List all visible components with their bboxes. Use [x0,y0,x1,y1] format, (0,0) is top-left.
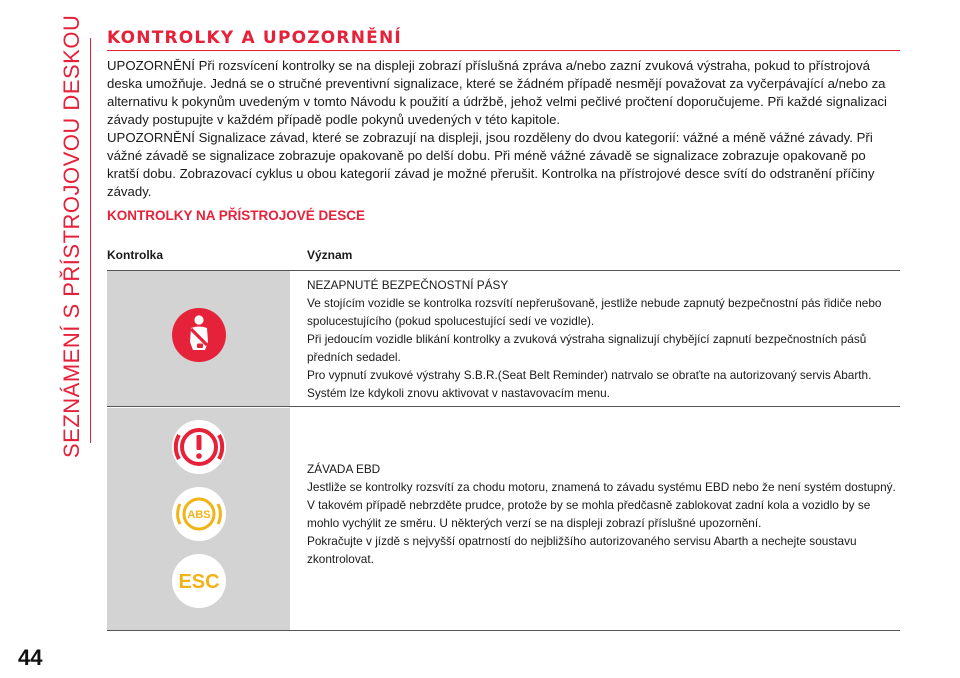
abs-icon [170,485,228,543]
description-line: Při jedoucím vozidle blikání kontrolky a zvuková výstraha signalizují chybějící zapnutí bezpečnostních pásů předních sedadel. [307,332,867,364]
section-heading: KONTROLKY NA PŘÍSTROJOVÉ DESCE [107,208,366,223]
description-line: Ve stojícím vozidle se kontrolka rozsvítí nepřerušovaně, jestliže nebude zapnutý bezpečnostní pás řidiče nebo spolucestujícího (pokud spolucestující sedí ve vozidle). [307,296,882,328]
description-cell [307,460,900,568]
esc-icon [170,552,228,610]
intro-text [107,57,900,201]
row-divider [107,630,900,631]
page-number: 44 [18,645,43,670]
warning-title: NEZAPNUTÉ BEZPEČNOSTNÍ PÁSY [307,278,509,292]
abs-icon-label: ABS [187,509,211,521]
table-header [107,244,900,270]
description-line: Jestliže se kontrolky rozsvítí za chodu motoru, znamená to závadu systému EBD nebo že není systém dostupný. V takovém případě nebrzděte prudce, protože by se mohla předčasně zablokovat zadní kola a vozidlo by se mohlo vychýlit ze směru. U některých verzí se na displeji zobrazí příslušné upozornění. [307,480,896,530]
description-cell [307,276,900,402]
table-row [107,408,900,630]
icon-cell [107,408,290,630]
row-divider [107,406,900,407]
column-header-meaning: Význam [307,248,353,262]
column-header-indicator: Kontrolka [107,248,164,262]
seatbelt-icon [170,306,228,364]
brake-warning-icon [170,418,228,476]
esc-icon-label: ESC [178,571,220,593]
description-line: Pokračujte v jízdě s nejvyšší opatrností do nejbližšího autorizovaného servisu Abarth a nechejte soustavu zkontrolovat. [307,534,857,566]
side-divider [90,38,91,443]
title-divider [107,50,900,51]
page-title: KONTROLKY A UPOZORNĚNÍ [107,28,402,48]
intro-paragraph-1: UPOZORNĚNÍ Při rozsvícení kontrolky se na displeji zobrazí příslušná zpráva a/nebo zazní zvuková výstraha, pokud to přístrojová deska umožňuje. Jedná se o stručné preventivní signalizace, které se žádném případě nesmějí považovat za vyčerpávající a/nebo za alternativu k pokynům uvedeným v tomto Návodu k použití a údržbě, jehož velmi pečlivé pročtení doporučujeme. Při každé signalizaci závady postupujte v každém případě podle pokynů uvedených v této kapitole. [107,58,887,127]
intro-paragraph-2: UPOZORNĚNÍ Signalizace závad, které se zobrazují na displeji, jsou rozděleny do dvou kategorií: vážné a méně vážné závady. Při vážné závadě se signalizace zobrazuje opakovaně po delší dobu. Při méně vážné závadě se signalizace zobrazuje opakovaně po kratší dobu. Zobrazovací cyklus u obou kategorií závad je možné přerušit. Kontrolka na přístrojové desce svítí do odstranění příčiny závady. [107,130,875,199]
side-section-title: SEZNÁMENÍ S PŘÍSTROJOVOU DESKOU [59,14,84,458]
table-row [107,271,900,406]
warning-title: ZÁVADA EBD [307,462,381,476]
icon-cell [107,271,290,406]
description-line: Pro vypnutí zvukové výstrahy S.B.R.(Seat Belt Reminder) natrvalo se obraťte na autorizovaný servis Abarth. Systém lze kdykoli znovu aktivovat v nastavovacím menu. [307,368,872,400]
